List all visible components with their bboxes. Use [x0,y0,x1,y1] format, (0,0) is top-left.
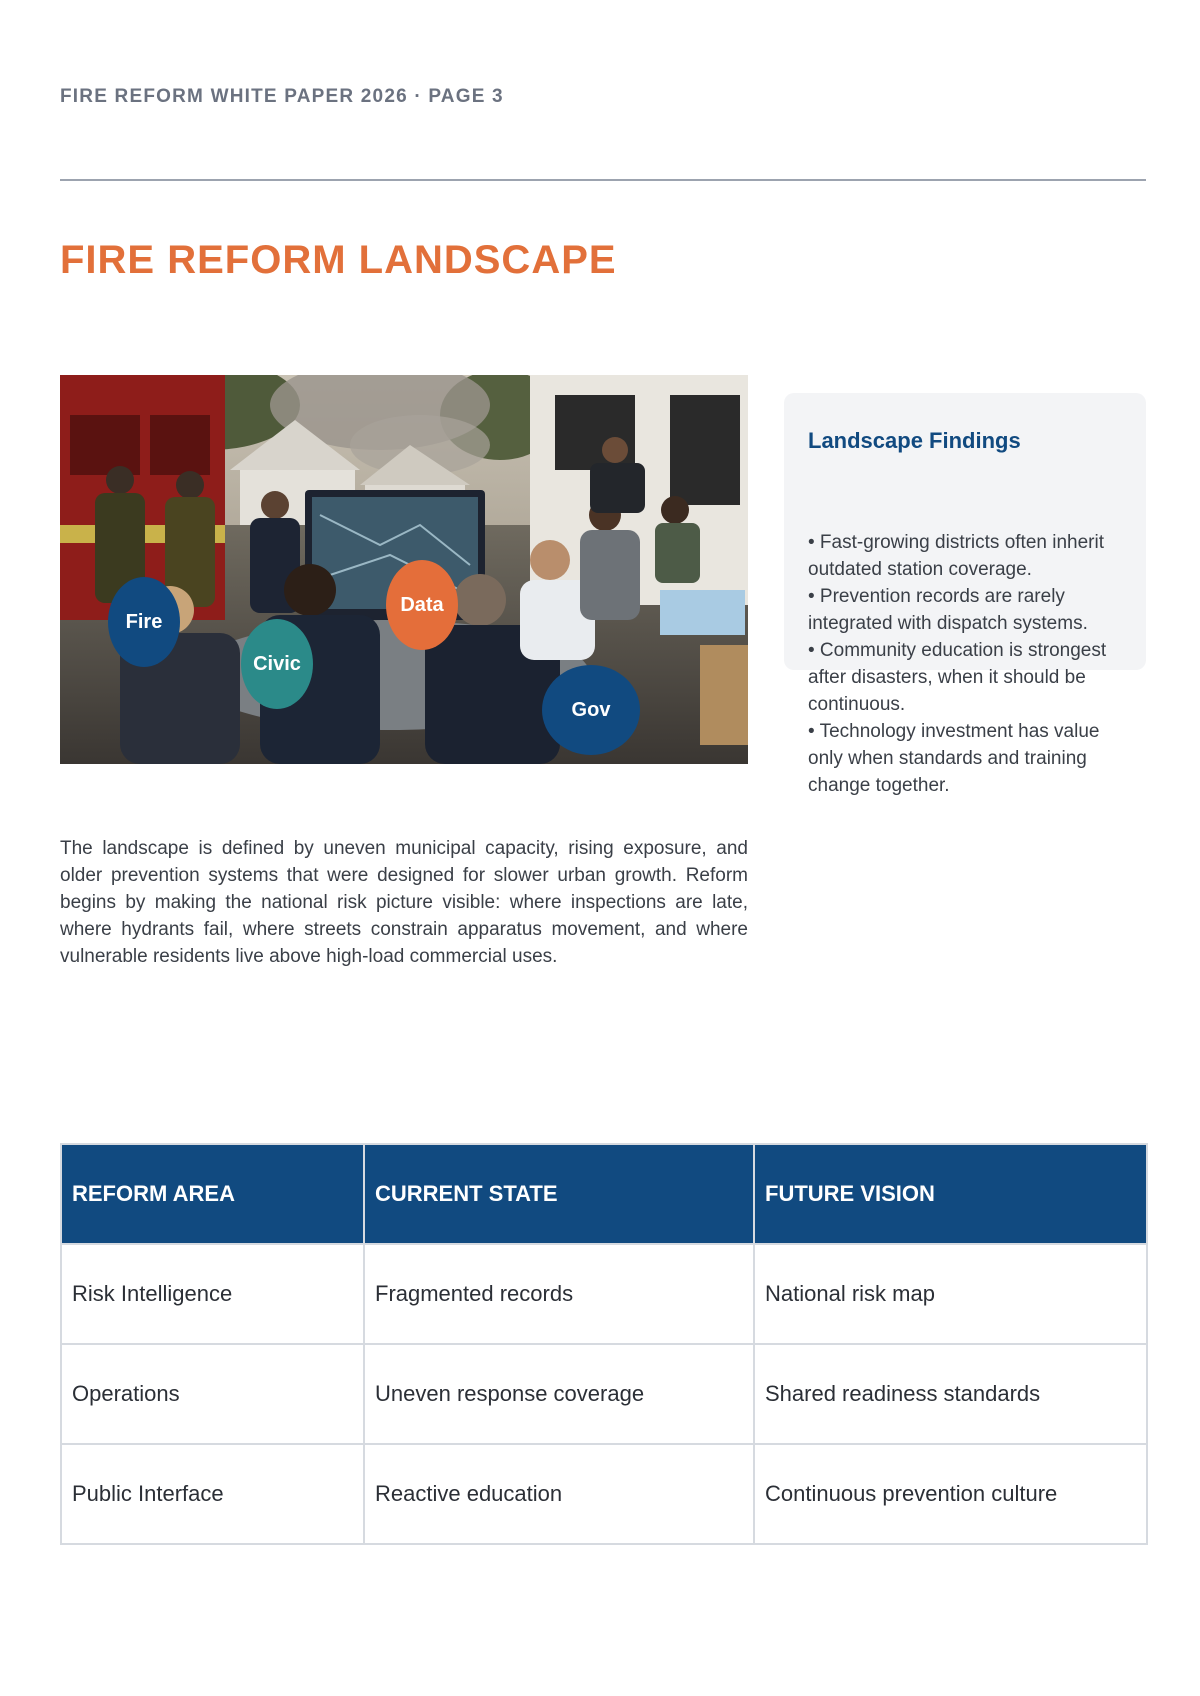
table-cell: Fragmented records [364,1244,754,1344]
page-title: FIRE REFORM LANDSCAPE [60,238,617,282]
column-header-current-state: CURRENT STATE [364,1144,754,1244]
findings-item: • Fast-growing districts often inherit outdated station coverage. [808,532,1104,580]
findings-list [808,529,1128,799]
table-cell: Shared readiness standards [754,1344,1147,1444]
findings-item: • Prevention records are rarely integrated with dispatch systems. [808,586,1088,634]
table-header-row [61,1144,1147,1244]
column-header-reform-area: REFORM AREA [61,1144,364,1244]
column-header-future-vision: FUTURE VISION [754,1144,1147,1244]
table-row [61,1344,1147,1444]
table-cell: Public Interface [61,1444,364,1544]
landscape-photo [60,375,748,764]
table-row [61,1244,1147,1344]
table-cell: Reactive education [364,1444,754,1544]
table-cell: Operations [61,1344,364,1444]
bubble-fire: Fire [108,577,180,667]
running-header: FIRE REFORM WHITE PAPER 2026 · PAGE 3 [60,86,504,107]
table-cell: Risk Intelligence [61,1244,364,1344]
bubble-civic: Civic [241,619,313,709]
table-row [61,1444,1147,1544]
findings-title: Landscape Findings [808,428,1021,453]
table-cell: Uneven response coverage [364,1344,754,1444]
table-cell: National risk map [754,1244,1147,1344]
header-divider [60,179,1146,181]
bubble-data: Data [386,560,458,650]
findings-item: • Technology investment has value only when standards and training change together. [808,721,1100,796]
findings-item: • Community education is strongest after disasters, when it should be continuous. [808,640,1107,715]
bubble-gov: Gov [542,665,640,755]
reform-table [60,1143,1148,1545]
body-paragraph: The landscape is defined by uneven municipal capacity, rising exposure, and older prevention systems that were designed for slower urban growth. Reform begins by making the national risk picture visible: where inspections are late, where hydrants fail, where streets constrain apparatus movement, and where vulnerable residents live above high-load commercial uses. [60,838,748,967]
table-cell: Continuous prevention culture [754,1444,1147,1544]
